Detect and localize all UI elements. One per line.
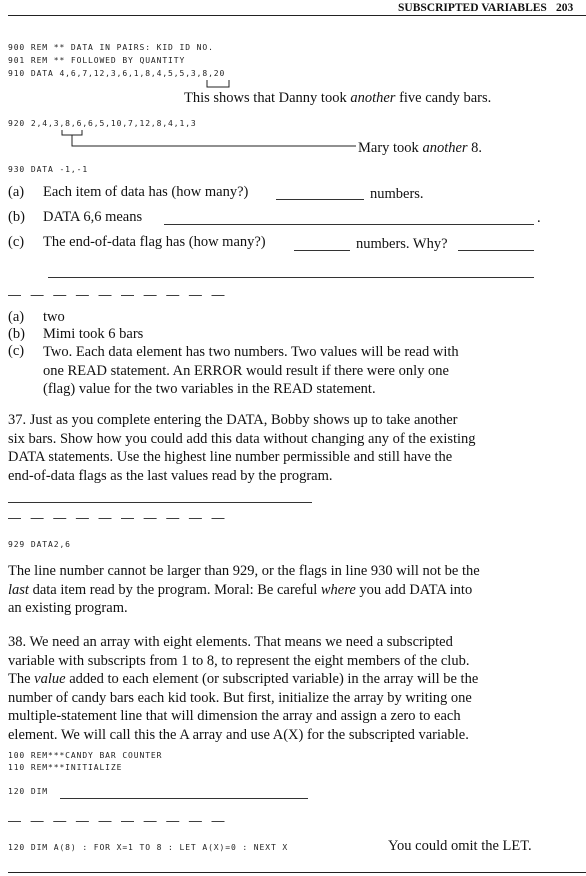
code-line-929: 929 DATA2,6 xyxy=(8,540,71,549)
separator-3: — — — — — — — — — — xyxy=(8,813,228,828)
page-number: 203 xyxy=(556,2,574,14)
answer-a-text: two xyxy=(43,309,65,325)
question-b-label: (b) xyxy=(8,209,25,225)
code-line-901: 901 REM ** FOLLOWED BY QUANTITY xyxy=(8,56,186,65)
question-b-text: DATA 6,6 means xyxy=(43,209,143,225)
dim-answer-blank[interactable] xyxy=(60,798,308,799)
question-c-text-after: numbers. Why? xyxy=(356,236,448,252)
answer-c-text: Two. Each data element has two numbers. Two values will be read with one READ statement. An ERROR would result if there were only one (flag) value for the two variables in the READ statement. xyxy=(43,344,459,397)
code-line-120-answer: 120 DIM A(8) : FOR X=1 TO 8 : LET A(X)=0 : NEXT X xyxy=(8,843,289,852)
footer-rule xyxy=(8,872,586,873)
problem-38: 38. We need an array with eight elements. That means we need a subscripted variable with subscripts from 1 to 8, to represent the eight members of the club. The value added to each element (or subscripted variable) in the array will be the number of candy bars each kid took. But first, initialize the array by writing one multiple-statement line that will dimension the array and assign a zero to each element. We will call this the A array and use A(X) for the subscripted variable. xyxy=(8,634,479,743)
answer-a-label: (a) xyxy=(8,309,25,325)
answer-c-label: (c) xyxy=(8,343,25,359)
question-b-text-after: . xyxy=(537,210,541,226)
explanation-37: The line number cannot be larger than 929, or the flags in line 930 will not be the last data item read by the program. Moral: Be careful where you add DATA into an existing program. xyxy=(8,563,480,616)
running-head-title: SUBSCRIPTED VARIABLES xyxy=(398,2,547,14)
problem-37-answer-blank[interactable] xyxy=(8,502,312,503)
question-b-blank[interactable] xyxy=(164,224,534,225)
question-c-text: The end-of-data flag has (how many?) xyxy=(43,234,266,250)
answer-38-note: You could omit the LET. xyxy=(388,838,532,854)
code-line-110: 110 REM***INITIALIZE xyxy=(8,763,123,772)
question-c-label: (c) xyxy=(8,234,25,250)
code-line-900: 900 REM ** DATA IN PAIRS: KID ID NO. xyxy=(8,43,214,52)
header-rule xyxy=(8,15,586,16)
question-c-blank[interactable] xyxy=(294,250,350,251)
code-line-120-prompt: 120 DIM xyxy=(8,787,49,796)
code-line-100: 100 REM***CANDY BAR COUNTER xyxy=(8,751,163,760)
question-a-label: (a) xyxy=(8,184,25,200)
bracket-mary xyxy=(60,130,360,150)
question-a-text-after: numbers. xyxy=(370,186,424,202)
note-mary: Mary took another 8. xyxy=(358,140,483,156)
answer-b-label: (b) xyxy=(8,326,25,342)
code-line-910: 910 DATA 4,6,7,12,3,6,1,8,4,5,5,3,8,20 xyxy=(8,69,226,78)
question-a-text: Each item of data has (how many?) xyxy=(43,184,249,200)
note-danny: This shows that Danny took another five candy bars. xyxy=(184,90,492,106)
question-c-why-blank[interactable] xyxy=(458,250,534,251)
answer-b-text: Mimi took 6 bars xyxy=(43,326,144,342)
problem-37: 37. Just as you complete entering the DATA, Bobby shows up to take another six bars. Show how you could add this data without changing any of the existing DATA statements. Use the highest line number permissible and still have the end-of-data flags as the last values read by the program. xyxy=(8,412,476,484)
question-c-why-blank-2[interactable] xyxy=(48,277,534,278)
separator-2: — — — — — — — — — — xyxy=(8,510,228,525)
bracket-danny xyxy=(205,80,235,90)
code-line-920: 920 2,4,3,8,6,6,5,10,7,12,8,4,1,3 xyxy=(8,119,197,128)
question-a-blank[interactable] xyxy=(276,199,364,200)
code-line-930: 930 DATA -1,-1 xyxy=(8,165,89,174)
separator-1: — — — — — — — — — — xyxy=(8,287,228,302)
